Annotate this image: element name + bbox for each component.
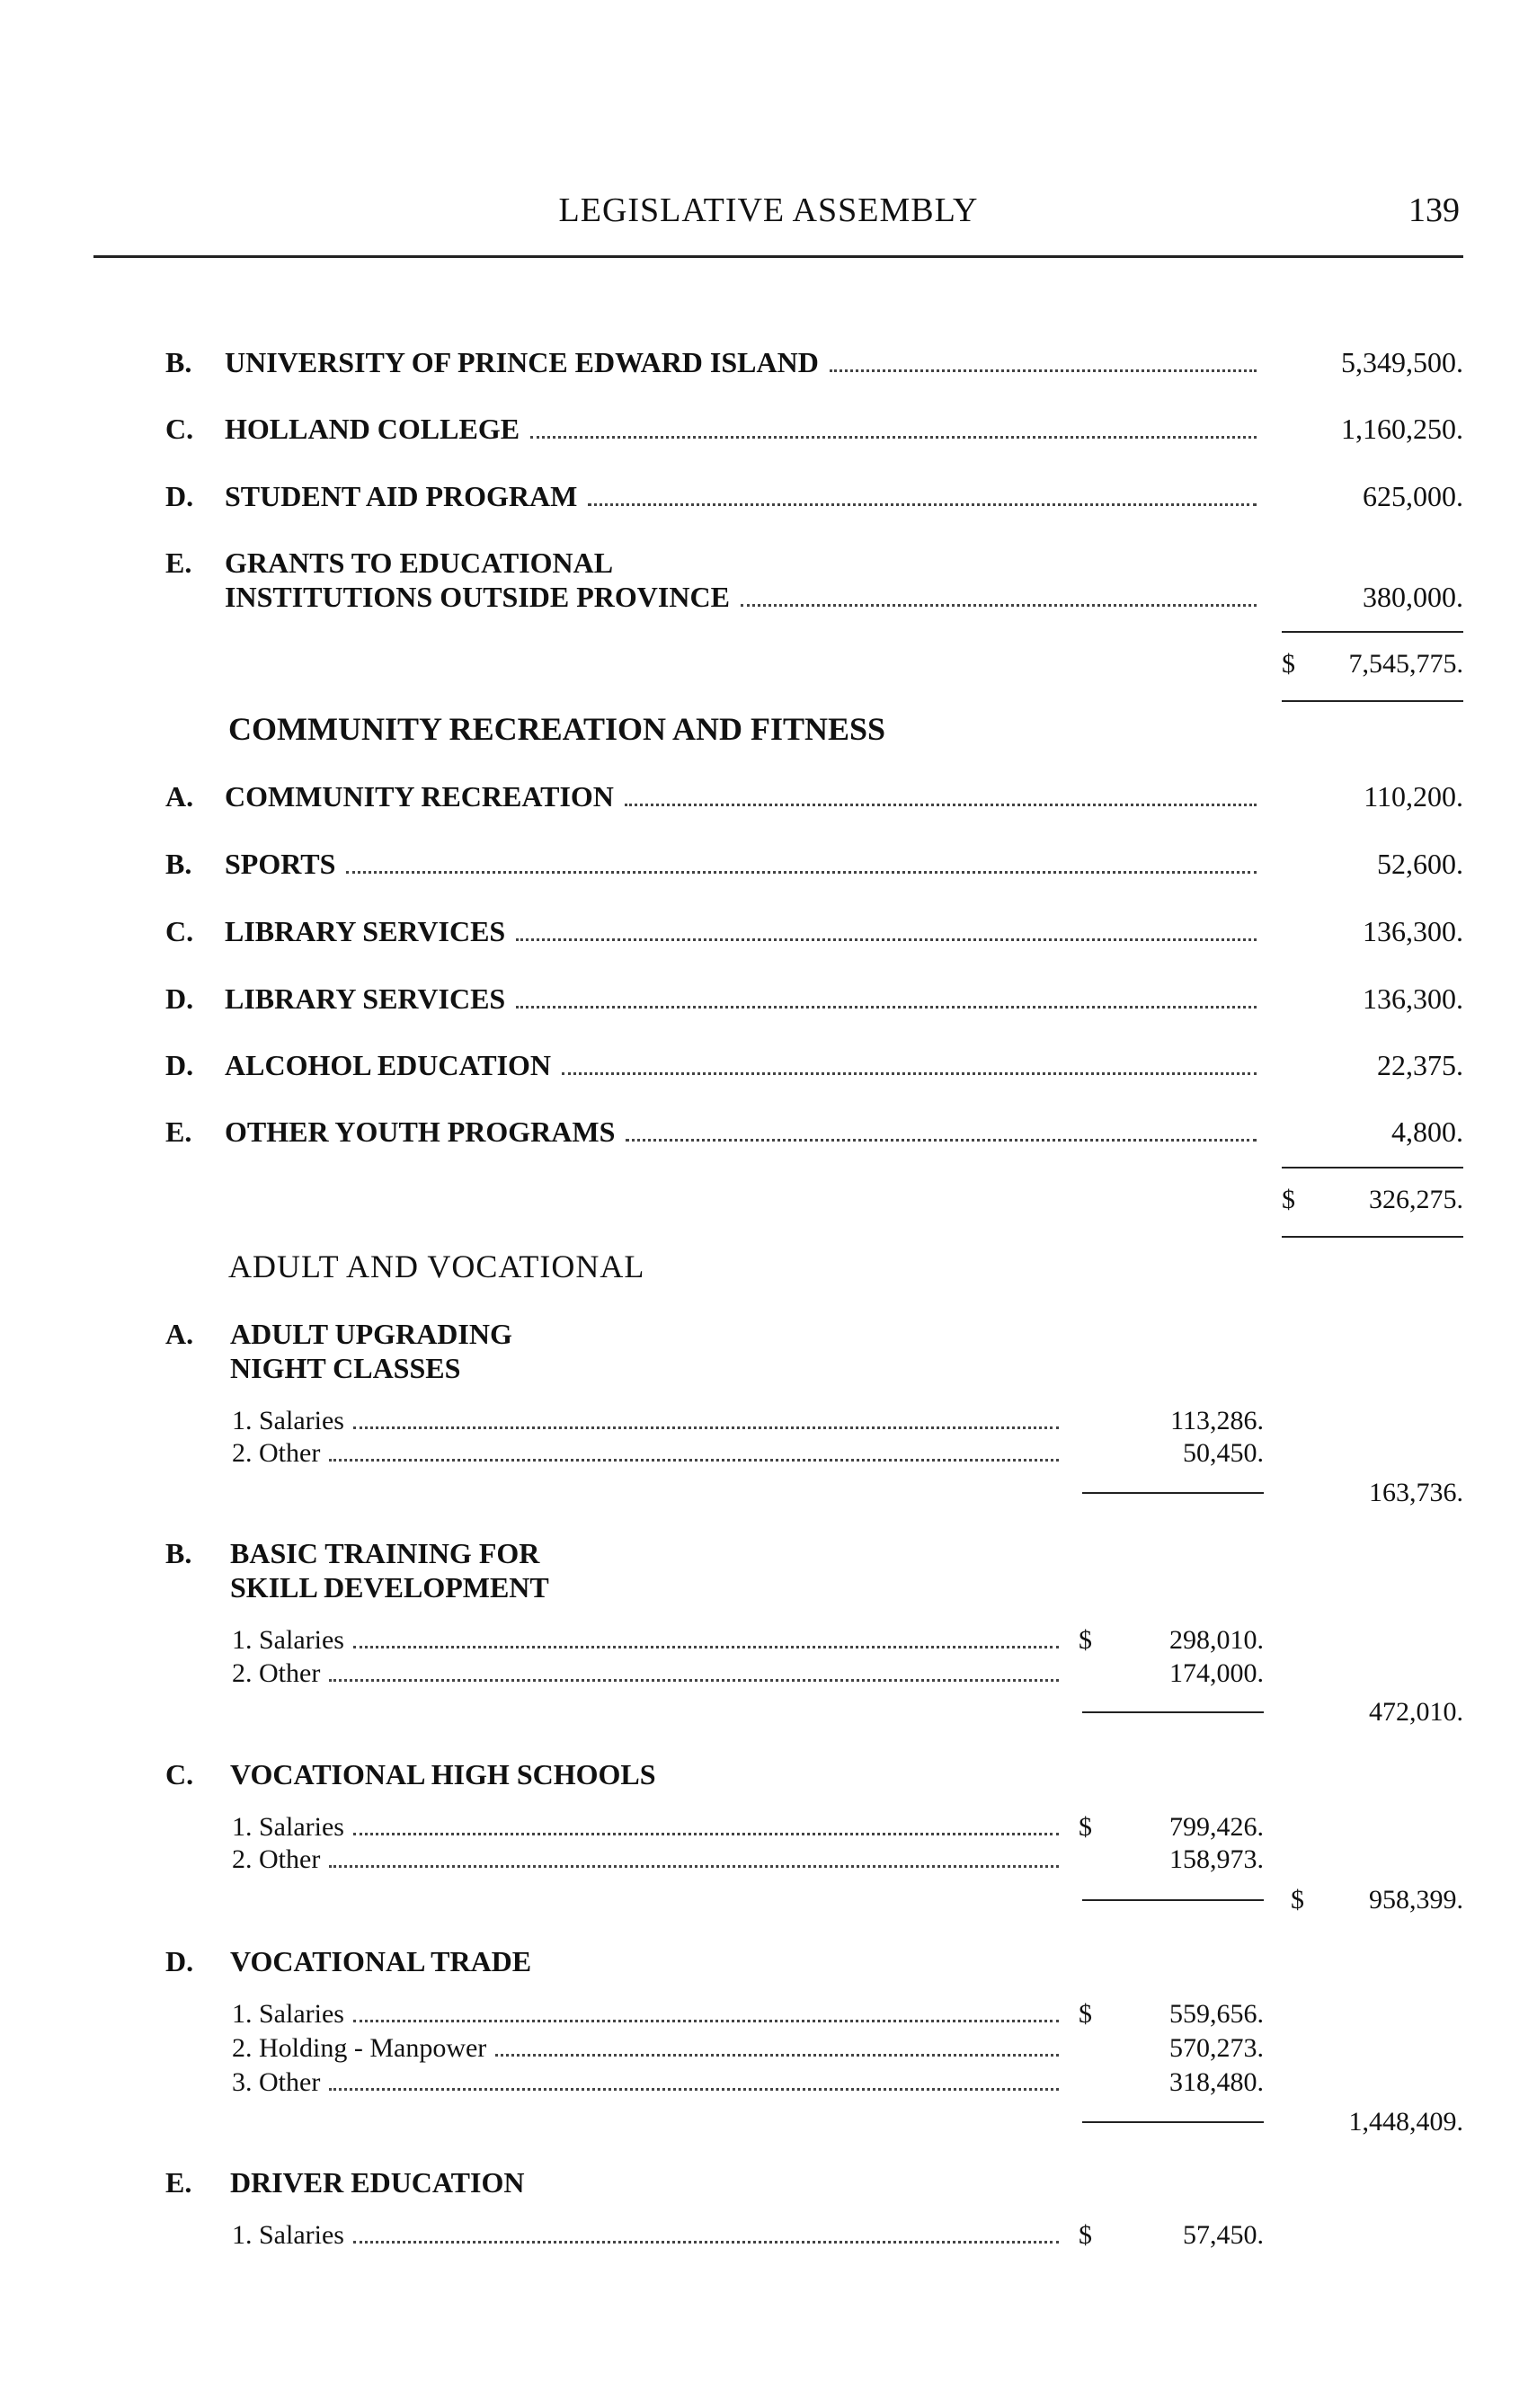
detail-label: 1. Salaries [232, 1625, 344, 1655]
detail-dollar-sign: $ [1079, 1999, 1092, 2029]
leader-dots [329, 1459, 1059, 1462]
item-letter: A. [165, 1318, 194, 1350]
detail-label: 2. Other [232, 1844, 321, 1874]
detail-line [0, 1812, 1537, 1846]
detail-label: 3. Other [232, 2067, 321, 2097]
item-label: OTHER YOUTH PROGRAMS [225, 1115, 616, 1148]
budget-row [0, 413, 1537, 449]
item-label-line [225, 915, 1257, 948]
budget-row [0, 480, 1537, 516]
detail-label: 1. Salaries [232, 1406, 344, 1435]
subtotal-rule [1082, 1711, 1264, 1713]
section-heading: COMMUNITY RECREATION AND FITNESS [228, 711, 886, 747]
leader-dots [329, 1679, 1059, 1682]
leader-dots [329, 1865, 1059, 1868]
budget-row [0, 346, 1537, 382]
item-amount: 1,160,250. [1341, 413, 1463, 445]
budget-row [0, 780, 1537, 816]
leader-dots [562, 1072, 1257, 1075]
item-label-line [225, 413, 1257, 446]
total-dollar-sign: $ [1291, 1885, 1304, 1915]
item-total: 163,736. [1369, 1478, 1463, 1507]
item-title-second-line: SKILL DEVELOPMENT [230, 1571, 549, 1604]
item-amount: 22,375. [1377, 1049, 1463, 1081]
leader-dots [353, 1833, 1059, 1835]
item-total: 1,448,409. [1348, 2107, 1463, 2137]
item-label-line [225, 780, 1257, 813]
budget-row [0, 2166, 1537, 2202]
item-label-line [225, 346, 1257, 379]
page-header-title: LEGISLATIVE ASSEMBLY [558, 191, 979, 229]
detail-amount: 158,973. [1169, 1844, 1264, 1874]
item-title: DRIVER EDUCATION [230, 2166, 525, 2199]
detail-label: 1. Salaries [232, 1812, 344, 1842]
item-amount: 136,300. [1363, 982, 1463, 1015]
budget-row [0, 915, 1537, 951]
leader-dots [626, 1139, 1257, 1142]
total-dollar-sign: $ [1282, 1185, 1295, 1214]
detail-label-line [232, 2067, 1059, 2098]
item-label-first-line: GRANTS TO EDUCATIONAL [225, 546, 614, 579]
leader-dots [353, 2020, 1059, 2022]
detail-dollar-sign: $ [1079, 1625, 1092, 1655]
item-amount: 4,800. [1391, 1115, 1463, 1148]
item-amount: 625,000. [1363, 480, 1463, 512]
detail-amount: 174,000. [1169, 1658, 1264, 1688]
item-total: 472,010. [1369, 1697, 1463, 1727]
item-title: ADULT UPGRADING [230, 1318, 512, 1350]
detail-amount: 570,273. [1169, 2033, 1264, 2063]
subtotal-rule [1282, 1167, 1463, 1168]
item-amount: 136,300. [1363, 915, 1463, 947]
detail-amount: 318,480. [1169, 2067, 1264, 2097]
item-label-line [225, 1115, 1257, 1149]
item-amount: 110,200. [1364, 780, 1463, 813]
detail-label: 2. Other [232, 1658, 321, 1688]
detail-label: 2. Other [232, 1438, 321, 1468]
total-rule [1282, 1236, 1463, 1238]
detail-amount: 559,656. [1169, 1999, 1264, 2029]
budget-row [0, 1318, 1537, 1354]
section-total: 7,545,775. [1348, 649, 1463, 679]
subtotal-rule [1082, 1492, 1264, 1494]
detail-line [0, 1438, 1537, 1472]
leader-dots [830, 369, 1257, 372]
detail-label: 2. Holding - Manpower [232, 2033, 487, 2063]
detail-line [0, 2067, 1537, 2101]
detail-label-line [232, 1844, 1059, 1875]
budget-row [0, 982, 1537, 1018]
item-letter: E. [165, 2166, 192, 2199]
leader-dots [353, 1426, 1059, 1429]
item-letter: A. [165, 780, 194, 813]
item-letter: B. [165, 346, 192, 378]
item-letter: D. [165, 1049, 194, 1081]
detail-amount: 57,450. [1183, 2220, 1264, 2250]
detail-line [0, 2220, 1537, 2254]
leader-dots [530, 436, 1257, 439]
subtotal-rule [1082, 2121, 1264, 2123]
detail-label-line [232, 2220, 1059, 2251]
item-letter: B. [165, 848, 192, 880]
item-amount: 52,600. [1377, 848, 1463, 880]
item-label-line [225, 581, 1257, 614]
detail-amount: 113,286. [1170, 1406, 1264, 1435]
detail-label-line [232, 1658, 1059, 1689]
budget-row [0, 581, 1537, 617]
item-letter: E. [165, 546, 192, 579]
item-label: STUDENT AID PROGRAM [225, 480, 578, 512]
detail-dollar-sign: $ [1079, 2220, 1092, 2250]
item-amount: 380,000. [1363, 581, 1463, 613]
section-heading: ADULT AND VOCATIONAL [228, 1248, 645, 1284]
item-label: ALCOHOL EDUCATION [225, 1049, 552, 1081]
budget-row [0, 1537, 1537, 1573]
detail-line [0, 1844, 1537, 1879]
total-dollar-sign: $ [1282, 649, 1295, 679]
item-letter: D. [165, 1945, 194, 1977]
page-number: 139 [1408, 191, 1460, 229]
item-letter: E. [165, 1115, 192, 1148]
budget-row [0, 1115, 1537, 1151]
detail-label-line [232, 1625, 1059, 1656]
item-label: INSTITUTIONS OUTSIDE PROVINCE [225, 581, 730, 613]
item-letter: D. [165, 982, 194, 1015]
detail-dollar-sign: $ [1079, 1812, 1092, 1842]
budget-row [0, 1758, 1537, 1794]
item-label-line [225, 982, 1257, 1016]
section-total: 326,275. [1369, 1185, 1463, 1214]
item-amount: 5,349,500. [1341, 346, 1463, 378]
item-title: BASIC TRAINING FOR [230, 1537, 540, 1569]
item-label: HOLLAND COLLEGE [225, 413, 520, 445]
leader-dots [588, 503, 1257, 506]
item-label-line [225, 848, 1257, 881]
detail-amount: 50,450. [1183, 1438, 1264, 1468]
item-letter: C. [165, 413, 194, 445]
detail-label-line [232, 1438, 1059, 1469]
item-label: LIBRARY SERVICES [225, 915, 506, 947]
budget-row [0, 1945, 1537, 1981]
item-title: VOCATIONAL HIGH SCHOOLS [230, 1758, 656, 1790]
item-label: COMMUNITY RECREATION [225, 780, 614, 813]
leader-dots [625, 804, 1257, 806]
item-letter: B. [165, 1537, 192, 1569]
item-label-line [225, 1049, 1257, 1082]
leader-dots [516, 1006, 1257, 1009]
leader-dots [346, 871, 1257, 874]
item-title-second-line: NIGHT CLASSES [230, 1352, 461, 1384]
subtotal-rule [1282, 631, 1463, 633]
detail-amount: 298,010. [1169, 1625, 1264, 1655]
item-label: UNIVERSITY OF PRINCE EDWARD ISLAND [225, 346, 819, 378]
detail-label: 1. Salaries [232, 2220, 344, 2250]
budget-row [0, 1049, 1537, 1085]
item-title: VOCATIONAL TRADE [230, 1945, 532, 1977]
leader-dots [353, 2241, 1059, 2244]
item-letter: D. [165, 480, 194, 512]
subtotal-rule [1082, 1899, 1264, 1901]
detail-line [0, 2033, 1537, 2067]
leader-dots [353, 1646, 1059, 1648]
item-letter: C. [165, 1758, 194, 1790]
detail-label-line [232, 1406, 1059, 1436]
leader-dots [329, 2088, 1059, 2091]
detail-label: 1. Salaries [232, 1999, 344, 2029]
total-rule [1282, 700, 1463, 702]
item-label: SPORTS [225, 848, 336, 880]
detail-line [0, 1658, 1537, 1693]
leader-dots [516, 938, 1257, 941]
detail-label-line [232, 1812, 1059, 1843]
detail-label-line [232, 2033, 1059, 2064]
item-total: 958,399. [1369, 1885, 1463, 1915]
header-rule [93, 255, 1463, 258]
budget-row [0, 848, 1537, 884]
leader-dots [741, 604, 1257, 607]
item-letter: C. [165, 915, 194, 947]
item-label-line [225, 480, 1257, 513]
detail-label-line [232, 1999, 1059, 2030]
item-label: LIBRARY SERVICES [225, 982, 506, 1015]
budget-row [0, 546, 1537, 582]
detail-amount: 799,426. [1169, 1812, 1264, 1842]
detail-line [0, 1999, 1537, 2033]
detail-line [0, 1406, 1537, 1440]
leader-dots [495, 2054, 1059, 2057]
detail-line [0, 1625, 1537, 1659]
